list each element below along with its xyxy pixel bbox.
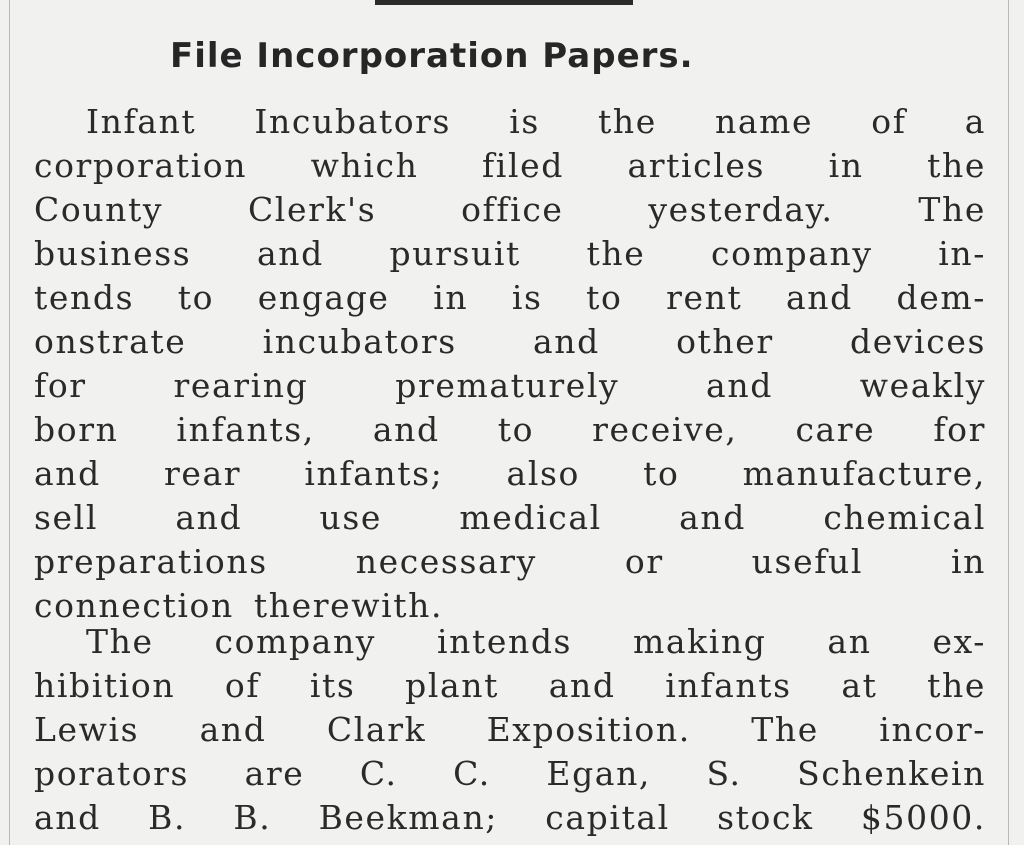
text-line: tends to engage in is to rent and dem-	[34, 278, 986, 317]
article-headline: File Incorporation Papers.	[170, 36, 694, 76]
text-line: onstrate incubators and other devices	[34, 322, 986, 361]
text-line: born infants, and to receive, care for	[34, 410, 986, 449]
text-line: connection therewith.	[34, 586, 444, 625]
text-line: and rear infants; also to manufacture,	[34, 454, 986, 493]
column-border-left	[9, 0, 10, 845]
text-line: hibition of its plant and infants at the	[34, 666, 986, 705]
text-line: preparations necessary or useful in	[34, 542, 986, 581]
text-line: sell and use medical and chemical	[34, 498, 986, 537]
text-line: business and pursuit the company in-	[34, 234, 986, 273]
text-line: Lewis and Clark Exposition. The incor-	[34, 710, 986, 749]
text-line: The company intends making an ex-	[86, 622, 986, 661]
text-line: County Clerk's office yesterday. The	[34, 190, 986, 229]
text-line: porators are C. C. Egan, S. Schenkein	[34, 754, 986, 793]
text-line: corporation which filed articles in the	[34, 146, 986, 185]
article-paragraph-1	[34, 100, 986, 628]
article-paragraph-2	[34, 620, 986, 840]
text-line: and B. B. Beekman; capital stock $5000.	[34, 798, 986, 837]
text-line: Infant Incubators is the name of a	[86, 102, 986, 141]
text-line: for rearing prematurely and weakly	[34, 366, 986, 405]
top-rule	[375, 0, 633, 5]
column-border-right	[1008, 0, 1009, 845]
